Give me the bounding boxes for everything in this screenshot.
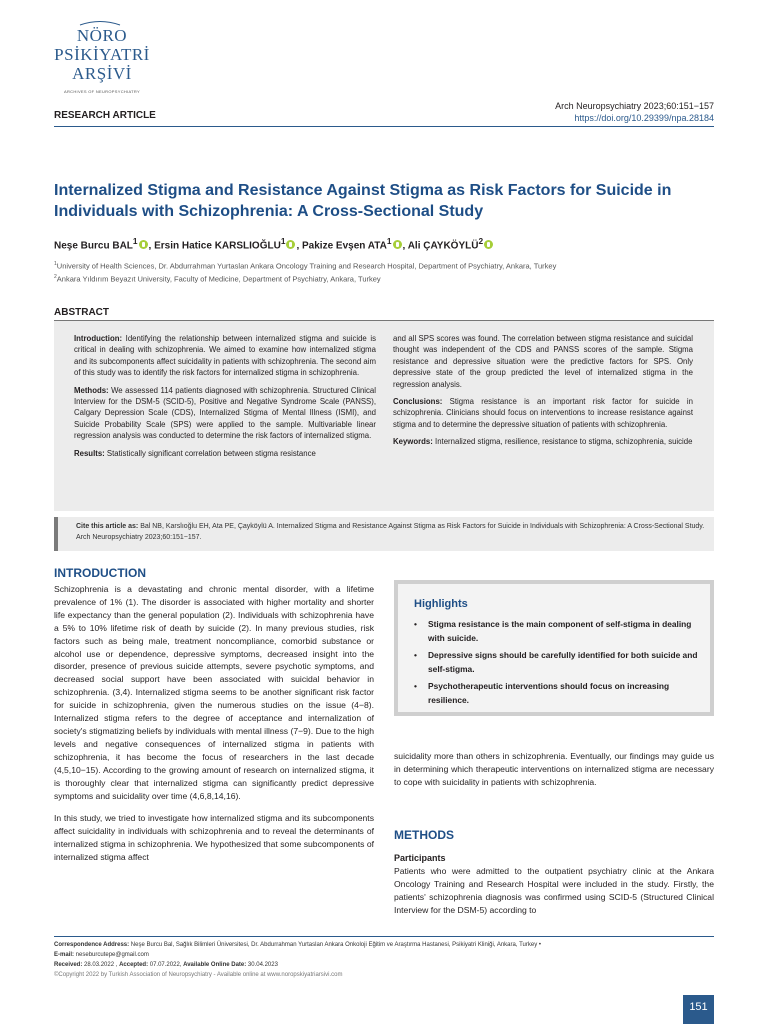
intro-paragraph-3: suicidality more than others in schizophrenia. Eventually, our findings may guide us in determining which therapeutic interventions on internalized stigma are necessary to cope with suicidality in patients with schizophrenia. [394, 751, 714, 787]
logo-arc-icon [70, 20, 130, 26]
logo-tagline: ARCHIVES OF NEUROPSYCHIATRY [64, 89, 140, 94]
participants-heading: Participants [394, 853, 446, 863]
email [54, 950, 714, 960]
intro-paragraph-1: Schizophrenia is a devastating and chronic mental disorder, with a lifetime prevalence of 1% (1). The disorder is associated with higher mortality and shorter life expectancy than the general population (2). Individuals with schizophrenia have a 5% to 10% lifetime risk of death by suicide (2). In many previous studies, risk factors such as being male, treatment noncompliance, comorbid substance or alcohol use or dependence, depressive symptoms, decreased insight into the disorder, presence of previous suicide attempts, severe psychotic symptoms, and decreased social support have been associated with suicidal behavior in schizophrenia. (3,4). Internalized stigma seems to be another significant risk factor for suicide in schizophrenia, given the numerous studies on the issue (4−8). Internalized stigma refers to the degree of acceptance and internalization of society's stigmatizing beliefs by individuals with mental illness (7−9). Due to the high levels and negative consequences of internalized stigma in patients with schizophrenia, it has become the focus of researchers in the last decade (4,5,10−15). According to the growing amount of research on internalized stigma, it is thoroughly clear that internalized stigma can significantly predict depressive symptoms and suicidality over time (4,6,8,14,16). [54, 584, 374, 801]
cite-text: Bal NB, Karslıoğlu EH, Ata PE, Çayköylü A. Internalized Stigma and Resistance Against Stigma as Risk Factors for Suicide in Individuals with Schizophrenia: A Cross-Sectional Study. Arch Neuropsychiatry 2023;60:151−157. [76, 523, 705, 541]
abstract-right-column [393, 333, 693, 454]
logo-line-2: PSİKİYATRİ [54, 45, 150, 64]
participants-text [394, 865, 714, 927]
highlight-text: Psychotherapeutic interventions should focus on increasing resilience. [428, 681, 670, 705]
highlight-item [414, 679, 704, 707]
article-type: RESEARCH ARTICLE [54, 110, 156, 121]
dates [54, 960, 714, 970]
affiliation-text: Ankara Yıldırım Beyazıt University, Faculty of Medicine, Department of Psychiatry, Ankara, Turkey [56, 274, 381, 283]
abstract-left-column [74, 333, 376, 465]
abstract-introduction [74, 333, 376, 379]
author-name: Ali ÇAYKÖYLÜ [407, 240, 479, 252]
copyright: ©Copyright 2022 by Turkish Association of Neuropsychiatry - Available online at www.noropskiyatriarsivi.com [54, 972, 343, 978]
affiliation-item [54, 272, 734, 285]
highlight-text: Depressive signs should be carefully identified for both suicide and self-stigma. [428, 650, 698, 674]
orcid-icon[interactable] [139, 240, 148, 249]
page-number: 151 [683, 995, 714, 1024]
footer-label: Available Online Date: [183, 962, 247, 968]
abstract-text: Stigma resistance is an important risk factor for suicide in schizophrenia. Clinicians should focus on interventions to increase resistance against stigma and to determine the depressive situation of patients with schizophrenia. [393, 397, 693, 429]
footer-text: 30.04.2023 [246, 962, 278, 968]
methods-paragraph: Patients who were admitted to the outpatient psychiatry clinic at the Ankara Oncology Training and Research Hospital were included in the study. Firstly, the patients' schizophrenia diagnosis was confirmed using SCID-5 (Structured Clinical Interview for the DSM-5) according to [394, 866, 714, 915]
logo-line-3: ARŞİVİ [72, 64, 132, 83]
doi-link[interactable]: https://doi.org/10.29399/npa.28184 [574, 113, 714, 123]
author-affil-num: 2 [478, 236, 484, 246]
logo-line-1: NÖRO [76, 26, 128, 45]
author-list [54, 236, 734, 251]
orcid-icon[interactable] [484, 240, 493, 249]
email-link[interactable]: neseburcutepe@gmail.com [74, 952, 149, 958]
author-affil-num: 1 [386, 236, 392, 246]
footer-label: Correspondence Address: [54, 942, 130, 948]
cite-this-article [76, 521, 706, 543]
footer-text: 28.03.2022 , [82, 962, 120, 968]
abstract-results-continued: and all SPS scores was found. The correlation between stigma resistance and suicidal thought was independent of the CDS and PANSS scores of the sample. Stigma resistance and depressive situation were the predictive factors for SPS. Only depressive state of the group predicted the level of internalized stigma in the regression analysis. [393, 334, 693, 389]
author-separator: , [148, 240, 155, 252]
footer-text: Neşe Burcu Bal, Sağlık Bilimleri Üniversitesi, Dr. Abdurrahman Yurtaslan Ankara Onkoloji Eğitim ve Araştırma Hastanesi, Psikiyatri Kliniği, Ankara, Turkey • [129, 942, 541, 948]
highlights-title: Highlights [414, 598, 468, 610]
footer [54, 940, 714, 980]
author-affil-num: 1 [280, 236, 286, 246]
footer-label: E-mail: [54, 952, 75, 958]
highlights-list [414, 617, 704, 710]
abstract-methods [74, 385, 376, 442]
author-separator: , [296, 240, 303, 252]
abstract-label: Conclusions: [393, 397, 443, 407]
abstract-results [74, 448, 376, 459]
footer-label: Received: [54, 962, 83, 968]
abstract-text: Identifying the relationship between internalized stigma and suicide is critical in dealing with schizophrenia. We aimed to examine how internalized stigma and its subcomponents affect suicidality in patients with schizophrenia. The second aim of this study was to identify the risk factors for internalized stigma in schizophrenia. [74, 334, 376, 378]
affiliation-item [54, 259, 734, 272]
affiliations [54, 259, 734, 284]
highlight-text: Stigma resistance is the main component of self-stigma in dealing with suicide. [428, 619, 692, 643]
intro-continued [394, 750, 714, 799]
bullet-icon: • [414, 619, 417, 629]
abstract-text: Internalized stigma, resilience, resistance to stigma, schizophrenia, suicide [432, 437, 693, 447]
abstract-label: Keywords: [393, 437, 433, 447]
abstract-label: Results: [74, 448, 105, 458]
journal-ref: Arch Neuropsychiatry 2023;60:151−157 [555, 101, 714, 111]
abstract-keywords [393, 436, 693, 447]
affiliation-num: 1 [54, 261, 57, 267]
orcid-icon[interactable] [393, 240, 402, 249]
header-divider [54, 126, 714, 127]
affiliation-text: University of Health Sciences, Dr. Abdurrahman Yurtaslan Ankara Oncology Training and Research Hospital, Department of Psychiatry, Ankara, Turkey [56, 261, 557, 271]
footer-divider [54, 936, 714, 937]
bullet-icon: • [414, 650, 417, 660]
methods-heading: METHODS [394, 828, 454, 842]
orcid-icon[interactable] [286, 240, 295, 249]
abstract-text: Statistically significant correlation between stigma resistance [104, 448, 316, 458]
abstract-text: We assessed 114 patients diagnosed with schizophrenia. Structured Clinical Interview for the DSM-5 (SCID-5), Positive and Negative Syndrome Scale (PANSS), Calgary Depression Scale (CDS), Internalized Stigma of Mental Illness (ISMI), and Suicide Probability Scale (SPS) were applied to the sample. Multivariable linear regression analysis was conducted to determine the risk factors of internalized stigma. [74, 385, 376, 441]
abstract-label: Methods: [74, 385, 109, 395]
introduction-heading: INTRODUCTION [54, 566, 146, 580]
author-affil-num: 1 [132, 236, 138, 246]
author-name: Neşe Burcu BAL [54, 240, 133, 252]
correspondence [54, 940, 714, 950]
intro-paragraph-2: In this study, we tried to investigate how internalized stigma and its subcomponents affect suicidality in individuals with schizophrenia and to reveal the determinants of internalized stigma in schizophrenia. We hypothesized that some subcomponents of internalized stigma affect [54, 813, 374, 863]
affiliation-num: 2 [54, 273, 57, 280]
journal-citation [555, 100, 714, 124]
footer-label: Accepted: [119, 962, 149, 968]
highlight-item [414, 648, 704, 676]
author-name: Pakize Evşen ATA [302, 240, 387, 252]
author-name: Ersin Hatice KARSLIOĞLU [154, 240, 281, 252]
footer-text: 07.07.2022, [148, 962, 184, 968]
cite-label: Cite this article as: [76, 523, 139, 530]
bullet-icon: • [414, 681, 417, 691]
abstract-label: Introduction: [74, 334, 123, 343]
abstract-conclusions [393, 396, 693, 430]
author-separator: , [402, 240, 408, 252]
highlight-item [414, 617, 704, 645]
article-title: Internalized Stigma and Resistance Against Stigma as Risk Factors for Suicide in Individuals with Schizophrenia: A Cross-Sectional Study [54, 182, 672, 220]
introduction-column [54, 583, 374, 874]
abstract-heading: ABSTRACT [54, 307, 109, 318]
journal-logo [52, 20, 152, 94]
